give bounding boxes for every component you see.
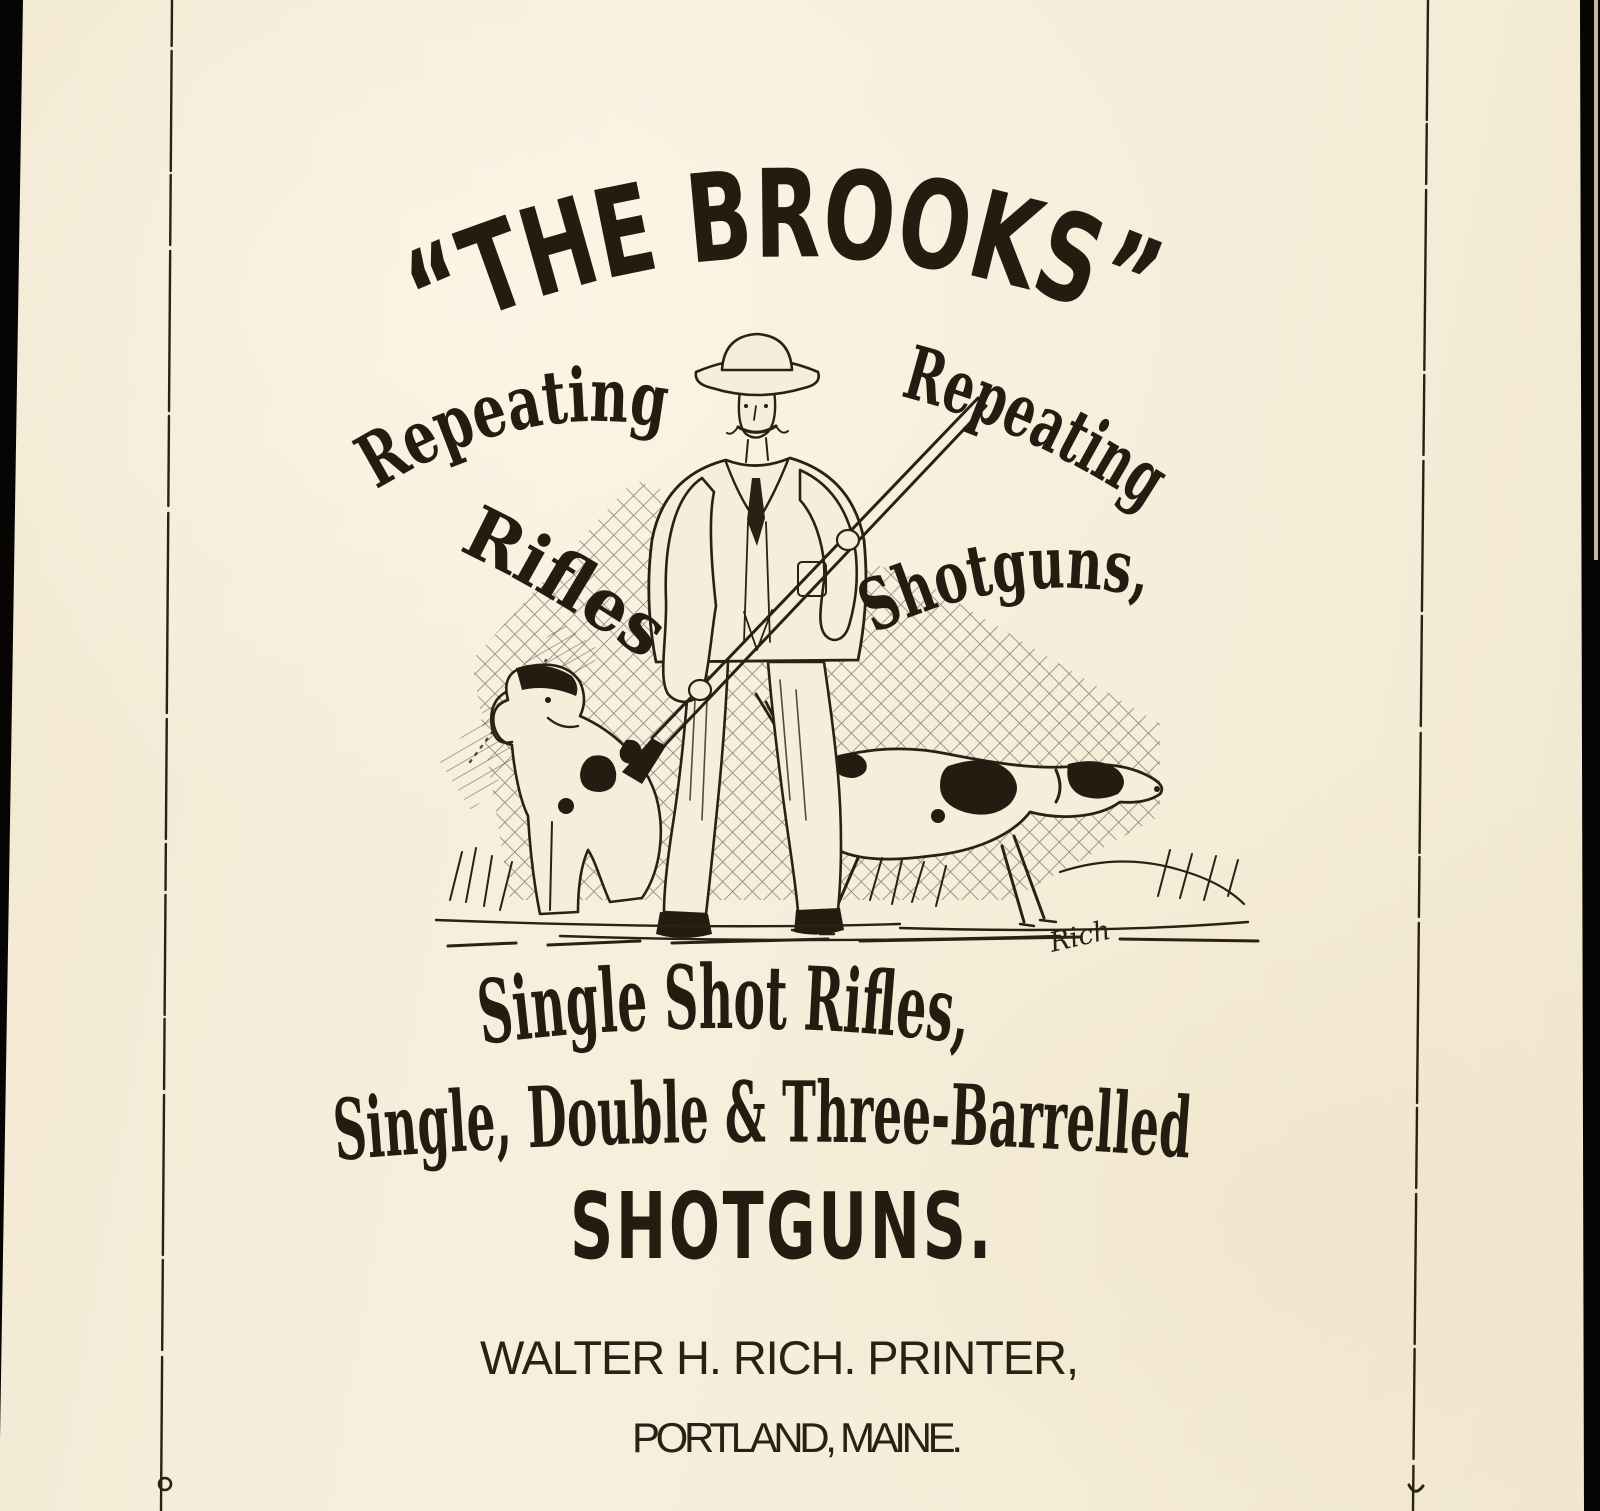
left-scan-edge [0,0,23,1440]
right-rule-line [1413,0,1428,1511]
arc-word-repeating-left: Repeating [342,352,689,506]
product-line-1: Single Shot Rifles, [471,944,991,1066]
artist-signature: Rich [1046,914,1114,959]
arc-word-repeating-right: Repeating [895,330,1199,534]
left-rule-line [161,0,172,1511]
printer-line: WALTER H. RICH. PRINTER, [480,1331,1082,1384]
arc-word-rifles: Rifles [450,488,685,676]
product-line-2: Single, Double & Three-Barrelled [329,1062,1222,1180]
right-rule-ornament [1409,1485,1423,1491]
product-line-3: SHOTGUNS. [570,1173,994,1280]
arc-word-shotguns-right: Shotguns, [845,518,1166,650]
poster-title: “THE BROOKS” [385,141,1202,367]
right-page-sliver [1594,0,1598,560]
location-line: PORTLAND, MAINE. [632,1414,966,1461]
